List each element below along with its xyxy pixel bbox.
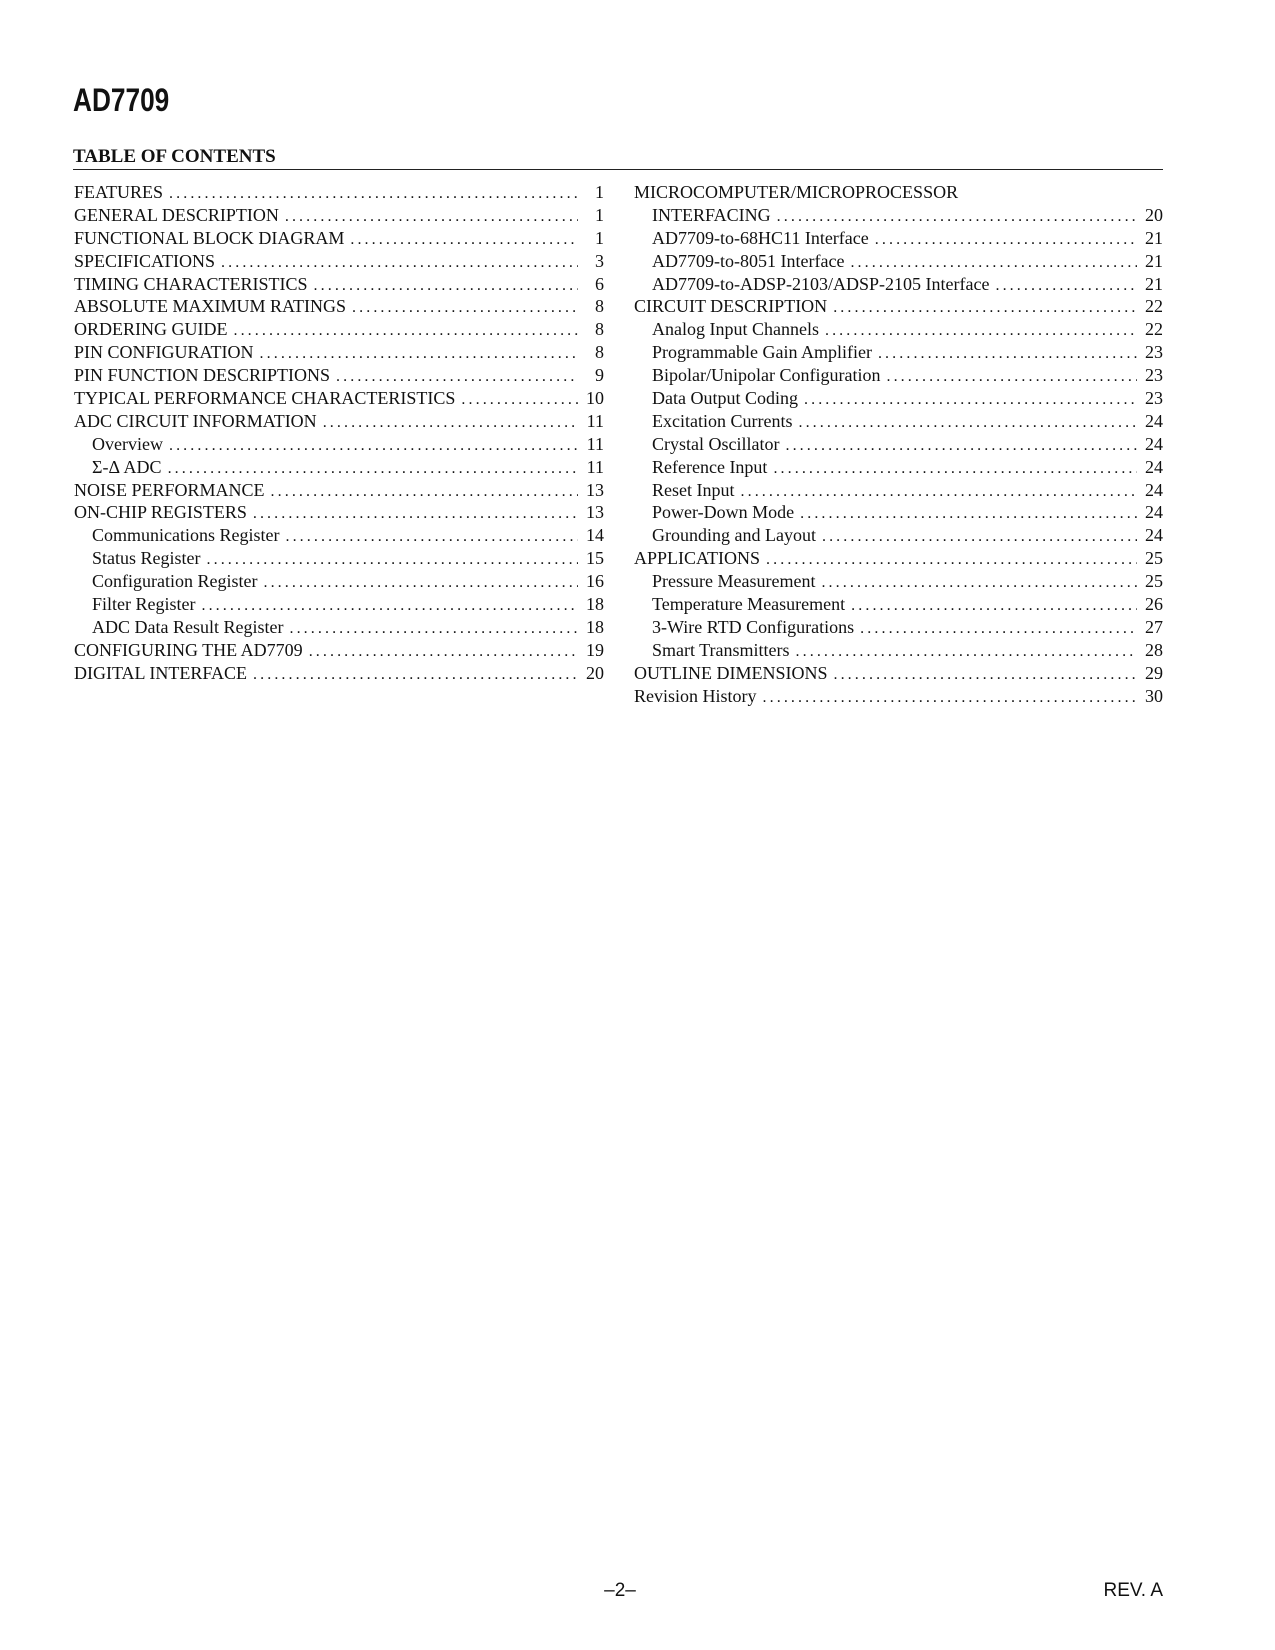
dot-leader xyxy=(878,343,1137,364)
toc-entry-page: 21 xyxy=(1145,273,1163,294)
toc-entry[interactable] xyxy=(634,341,1163,364)
toc-entry-page: 22 xyxy=(1145,319,1163,340)
toc-entry[interactable] xyxy=(634,616,1163,639)
toc-entry-page: 26 xyxy=(1145,594,1163,615)
toc-entry-title: AD7709-to-8051 Interface xyxy=(652,250,845,271)
toc-entry-page: 23 xyxy=(1145,365,1163,386)
toc-entry[interactable] xyxy=(634,479,1163,502)
toc-entry-title: Crystal Oscillator xyxy=(652,433,780,454)
toc-entry-title: Overview xyxy=(92,433,163,454)
dot-leader xyxy=(336,366,578,387)
dot-leader xyxy=(461,389,578,410)
toc-entry[interactable] xyxy=(74,250,604,273)
dot-leader xyxy=(285,206,578,227)
dot-leader xyxy=(796,641,1137,662)
toc-entry[interactable] xyxy=(634,273,1163,296)
dot-leader xyxy=(323,412,578,433)
dot-leader xyxy=(773,458,1137,479)
toc-entry-page: 20 xyxy=(1145,204,1163,225)
dot-leader xyxy=(253,503,578,524)
dot-leader xyxy=(741,481,1138,502)
toc-entry-page: 24 xyxy=(1145,479,1163,500)
toc-entry-title: ABSOLUTE MAXIMUM RATINGS xyxy=(74,296,347,317)
toc-entry-page: 20 xyxy=(586,662,604,683)
toc-entry-page: 18 xyxy=(586,616,604,637)
dot-leader xyxy=(875,229,1137,250)
toc-entry-title: Status Register xyxy=(92,548,201,569)
toc-entry-page: 24 xyxy=(1145,502,1163,523)
toc-entry[interactable] xyxy=(74,616,604,639)
toc-entry-title: TIMING CHARACTERISTICS xyxy=(74,273,308,294)
toc-entry-title: APPLICATIONS xyxy=(634,548,761,569)
toc-entry-title: MICROCOMPUTER/MICROPROCESSOR xyxy=(634,182,959,202)
toc-entry[interactable] xyxy=(74,456,604,479)
toc-left-column xyxy=(74,181,604,685)
toc-entry-title: 3-Wire RTD Configurations xyxy=(652,616,855,637)
toc-entry[interactable] xyxy=(74,662,604,685)
toc-entry-title: OUTLINE DIMENSIONS xyxy=(634,662,828,683)
toc-entry-page: 6 xyxy=(595,273,604,294)
toc-entry-page: 24 xyxy=(1145,525,1163,546)
dot-leader xyxy=(352,297,578,318)
dot-leader xyxy=(309,641,578,662)
dot-leader xyxy=(851,595,1137,616)
toc-entry[interactable] xyxy=(74,341,604,364)
dot-leader xyxy=(886,366,1137,387)
toc-entry[interactable] xyxy=(74,433,604,456)
dot-leader xyxy=(221,252,578,273)
toc-heading: TABLE OF CONTENTS xyxy=(73,146,276,167)
dot-leader xyxy=(800,503,1137,524)
toc-entry-page: 23 xyxy=(1145,342,1163,363)
toc-entry[interactable] xyxy=(634,204,1163,227)
toc-entry-title: Communications Register xyxy=(92,525,280,546)
dot-leader xyxy=(825,320,1137,341)
dot-leader xyxy=(860,618,1137,639)
toc-entry[interactable] xyxy=(634,364,1163,387)
toc-entry[interactable] xyxy=(634,387,1163,410)
toc-entry-title: ORDERING GUIDE xyxy=(74,319,228,340)
dot-leader xyxy=(285,526,578,547)
toc-entry-title: PIN CONFIGURATION xyxy=(74,342,254,363)
toc-entry[interactable] xyxy=(74,295,604,318)
toc-entry-page: 9 xyxy=(595,365,604,386)
toc-entry-page: 19 xyxy=(586,639,604,660)
dot-leader xyxy=(821,572,1137,593)
toc-entry[interactable] xyxy=(74,364,604,387)
toc-entry-page: 13 xyxy=(586,479,604,500)
toc-entry[interactable] xyxy=(634,295,1163,318)
toc-entry-page: 14 xyxy=(586,525,604,546)
toc-entry-page: 8 xyxy=(595,296,604,317)
revision-label: REV. A xyxy=(1103,1580,1163,1601)
toc-entry-title: Reference Input xyxy=(652,456,768,477)
toc-entry-page: 30 xyxy=(1145,685,1163,706)
dot-leader xyxy=(314,275,578,296)
dot-leader xyxy=(995,275,1137,296)
toc-entry-page: 25 xyxy=(1145,571,1163,592)
toc-entry-page: 13 xyxy=(586,502,604,523)
toc-entry[interactable] xyxy=(634,593,1163,616)
toc-entry[interactable] xyxy=(634,433,1163,456)
dot-leader xyxy=(833,297,1137,318)
toc-entry-title: Excitation Currents xyxy=(652,410,793,431)
dot-leader xyxy=(207,549,579,570)
toc-entry[interactable] xyxy=(634,250,1163,273)
toc-entry[interactable] xyxy=(634,410,1163,433)
toc-entry-title: Temperature Measurement xyxy=(652,594,846,615)
toc-entry-page: 11 xyxy=(586,410,604,431)
toc-entry-title: AD7709-to-ADSP-2103/ADSP-2105 Interface xyxy=(652,273,990,294)
toc-entry-page: 23 xyxy=(1145,388,1163,409)
toc-entry-title: CONFIGURING THE AD7709 xyxy=(74,639,303,660)
toc-entry-page: 1 xyxy=(595,204,604,225)
dot-leader xyxy=(289,618,578,639)
page-number: –2– xyxy=(604,1580,636,1601)
toc-entry-page: 25 xyxy=(1145,548,1163,569)
toc-entry-title: FEATURES xyxy=(74,182,164,202)
toc-entry-title: Σ-Δ ADC xyxy=(92,456,162,477)
dot-leader xyxy=(785,435,1137,456)
dot-leader xyxy=(833,664,1137,685)
toc-entry[interactable] xyxy=(634,456,1163,479)
toc-entry-page: 29 xyxy=(1145,662,1163,683)
toc-entry[interactable] xyxy=(74,570,604,593)
toc-entry[interactable] xyxy=(634,685,1163,708)
toc-entry[interactable] xyxy=(74,639,604,662)
toc-entry-page: 10 xyxy=(586,388,604,409)
toc-entry-page: 15 xyxy=(586,548,604,569)
toc-entry-title: ON-CHIP REGISTERS xyxy=(74,502,247,523)
toc-entry[interactable] xyxy=(634,318,1163,341)
dot-leader xyxy=(169,183,578,204)
toc-entry-title: Analog Input Channels xyxy=(652,319,819,340)
document-title: AD7709 xyxy=(73,82,170,118)
dot-leader xyxy=(766,549,1137,570)
dot-leader xyxy=(350,229,578,250)
dot-leader xyxy=(201,595,578,616)
dot-leader xyxy=(798,412,1137,433)
toc-entry-title: Pressure Measurement xyxy=(652,571,816,592)
dot-leader xyxy=(763,687,1137,708)
toc-entry-page: 1 xyxy=(595,227,604,248)
toc-entry-title: Smart Transmitters xyxy=(652,639,790,660)
toc-entry[interactable] xyxy=(74,273,604,296)
toc-entry-page: 3 xyxy=(595,250,604,271)
toc-entry-title: Revision History xyxy=(634,685,757,706)
dot-leader xyxy=(850,252,1137,273)
toc-entry-page: 22 xyxy=(1145,296,1163,317)
toc-entry[interactable] xyxy=(634,524,1163,547)
toc-entry[interactable] xyxy=(634,501,1163,524)
toc-entry-page: 8 xyxy=(595,319,604,340)
toc-entry[interactable] xyxy=(74,547,604,570)
toc-entry[interactable] xyxy=(74,410,604,433)
toc-entry[interactable] xyxy=(74,524,604,547)
toc-entry[interactable] xyxy=(634,181,1163,204)
toc-entry[interactable] xyxy=(74,479,604,502)
toc-entry-title: ADC Data Result Register xyxy=(92,616,284,637)
toc-entry-title: AD7709-to-68HC11 Interface xyxy=(652,227,869,248)
toc-entry[interactable] xyxy=(74,593,604,616)
toc-entry-page: 18 xyxy=(586,594,604,615)
dot-leader xyxy=(168,458,578,479)
heading-rule xyxy=(73,169,1163,170)
toc-entry-title: Grounding and Layout xyxy=(652,525,816,546)
toc-entry[interactable] xyxy=(74,227,604,250)
dot-leader xyxy=(271,481,578,502)
toc-entry[interactable] xyxy=(634,662,1163,685)
toc-entry-title: INTERFACING xyxy=(652,204,771,225)
toc-entry-title: GENERAL DESCRIPTION xyxy=(74,204,279,225)
toc-entry[interactable] xyxy=(634,639,1163,662)
toc-entry-title: DIGITAL INTERFACE xyxy=(74,662,248,683)
toc-entry-page: 8 xyxy=(595,342,604,363)
toc-entry-title: FUNCTIONAL BLOCK DIAGRAM xyxy=(74,227,345,248)
toc-entry-page: 11 xyxy=(586,433,604,454)
toc-entry[interactable] xyxy=(74,318,604,341)
toc-entry[interactable] xyxy=(74,204,604,227)
toc-entry[interactable] xyxy=(74,387,604,410)
toc-entry[interactable] xyxy=(634,570,1163,593)
dot-leader xyxy=(233,320,578,341)
toc-entry-page: 24 xyxy=(1145,456,1163,477)
dot-leader xyxy=(804,389,1137,410)
toc-entry-title: PIN FUNCTION DESCRIPTIONS xyxy=(74,365,331,386)
toc-entry-page: 21 xyxy=(1145,227,1163,248)
toc-entry-title: SPECIFICATIONS xyxy=(74,250,216,271)
toc-entry-page: 27 xyxy=(1145,616,1163,637)
toc-entry-title: CIRCUIT DESCRIPTION xyxy=(634,296,828,317)
toc-entry-title: TYPICAL PERFORMANCE CHARACTERISTICS xyxy=(74,388,456,409)
toc-entry[interactable] xyxy=(634,227,1163,250)
toc-right-column xyxy=(634,181,1163,707)
toc-entry-page: 28 xyxy=(1145,639,1163,660)
toc-entry[interactable] xyxy=(74,501,604,524)
toc-entry-title: Configuration Register xyxy=(92,571,258,592)
toc-entry-page: 1 xyxy=(595,182,604,202)
dot-leader xyxy=(777,206,1137,227)
toc-entry-title: Filter Register xyxy=(92,594,196,615)
dot-leader xyxy=(263,572,578,593)
toc-entry-page: 11 xyxy=(586,456,604,477)
dot-leader xyxy=(253,664,578,685)
toc-entry-title: Programmable Gain Amplifier xyxy=(652,342,872,363)
toc-entry-page: 24 xyxy=(1145,410,1163,431)
toc-entry-title: Data Output Coding xyxy=(652,388,798,409)
dot-leader xyxy=(169,435,578,456)
toc-entry-page: 24 xyxy=(1145,433,1163,454)
toc-entry-page: 21 xyxy=(1145,250,1163,271)
toc-entry[interactable] xyxy=(74,181,604,204)
toc-entry-title: Bipolar/Unipolar Configuration xyxy=(652,365,881,386)
toc-entry-title: ADC CIRCUIT INFORMATION xyxy=(74,410,317,431)
dot-leader xyxy=(822,526,1137,547)
toc-entry[interactable] xyxy=(634,547,1163,570)
dot-leader xyxy=(260,343,578,364)
toc-entry-title: Reset Input xyxy=(652,479,735,500)
toc-entry-page: 16 xyxy=(586,571,604,592)
toc-entry-title: Power-Down Mode xyxy=(652,502,795,523)
toc-entry-title: NOISE PERFORMANCE xyxy=(74,479,265,500)
